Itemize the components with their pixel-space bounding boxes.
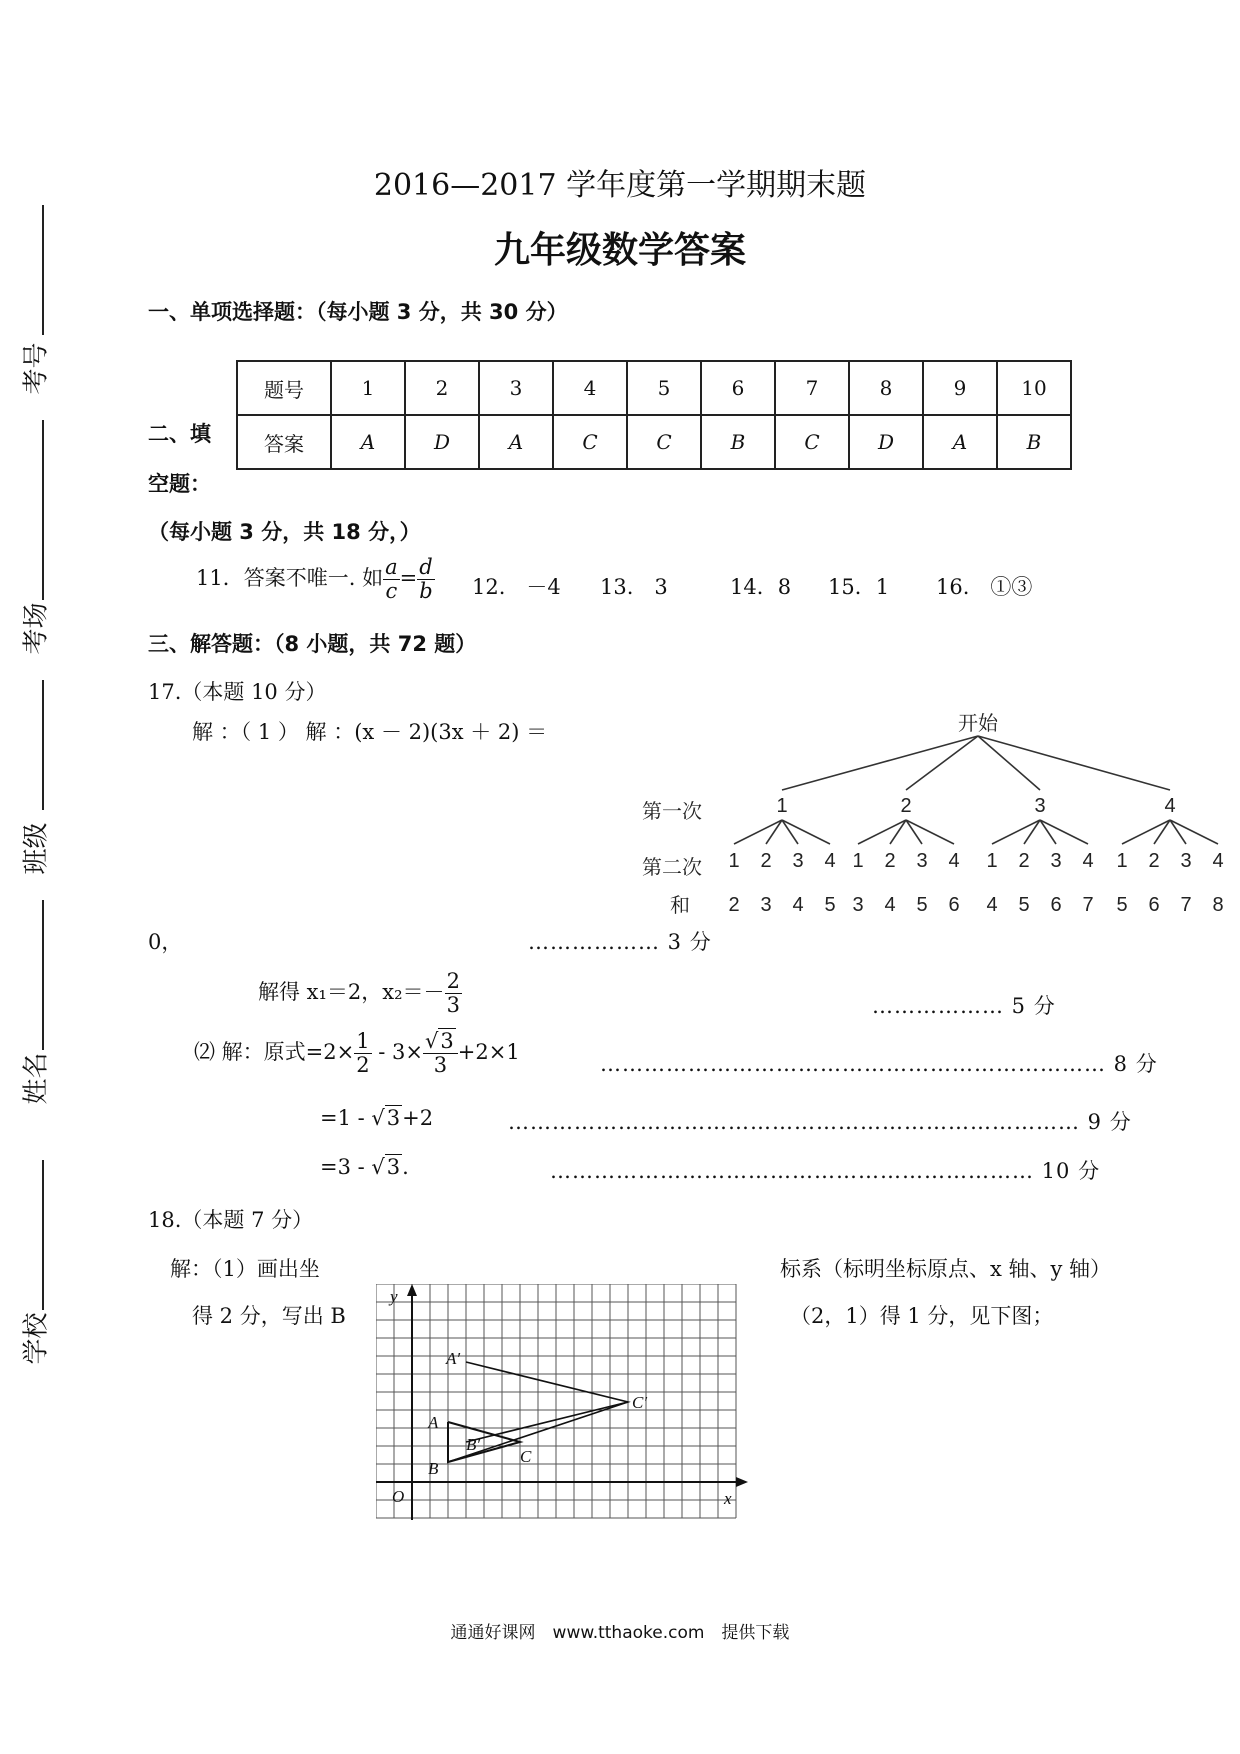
tree-second-node: 3	[1050, 850, 1062, 872]
section1-title: 一、单项选择题：（每小题 3 分，共 30 分）	[148, 300, 568, 324]
label-C2: C′	[632, 1393, 648, 1412]
tree-sum-node: 4	[884, 894, 896, 916]
q18-line2a: 得 2 分，写出 B	[192, 1304, 346, 1328]
tree-sum-node: 7	[1180, 894, 1192, 916]
q17-sol-prefix: 解得 x₁＝2，x₂＝－	[258, 980, 445, 1005]
tree-second-node: 3	[792, 850, 804, 872]
q17-part2	[194, 1030, 520, 1077]
q17-l3a: =3 -	[320, 1155, 372, 1179]
tree-text	[642, 712, 1224, 917]
tree-second-node: 1	[986, 850, 998, 872]
tree-start: 开始	[958, 713, 998, 735]
answer-table	[236, 360, 1072, 470]
side-line-3	[42, 680, 44, 810]
tree-sum-node: 6	[1050, 894, 1062, 916]
tree-sum-node: 6	[948, 894, 960, 916]
label-y: y	[390, 1287, 398, 1306]
label-B: B	[428, 1459, 439, 1478]
q17-line1: 解 ：（ 1 ） 解 ：(x － 2)(3x ＋ 2) ＝	[192, 720, 548, 744]
q17-l2-sqrt: 3	[386, 1106, 401, 1130]
table-cell: A	[331, 415, 405, 469]
tree-lines	[734, 736, 1218, 844]
q17-l2b: +2	[402, 1106, 434, 1130]
q18-line1b: 标系（标明坐标原点、x 轴、y 轴）	[780, 1257, 1112, 1281]
q11-a: a	[385, 555, 398, 579]
q12-answer: 12. －4	[472, 575, 561, 599]
tree-second-node: 4	[824, 850, 836, 872]
tree-second-node: 3	[1180, 850, 1192, 872]
tree-first-node: 2	[900, 795, 912, 817]
table-cell: A	[479, 415, 553, 469]
tree-first-node: 1	[776, 795, 788, 817]
table-cell: 3	[479, 361, 553, 415]
q18-line2b: （2，1）得 1 分，见下图；	[790, 1304, 1054, 1328]
q17-score-10: ………………………………………………………… 10 分	[550, 1159, 1101, 1183]
table-cell: B	[701, 415, 775, 469]
table-cell: D	[405, 415, 479, 469]
q17-p2-f1d: 2	[356, 1053, 370, 1078]
q17-score-8: …………………………………………………………… 8 分	[600, 1052, 1158, 1076]
tree-second-node: 4	[1212, 850, 1224, 872]
tree-second-node: 1	[1116, 850, 1128, 872]
table-cell: 10	[997, 361, 1071, 415]
q11-frac-db	[417, 556, 434, 603]
tree-second-node: 2	[760, 850, 772, 872]
table-cell: 8	[849, 361, 923, 415]
q17-p2-f2d: 3	[433, 1053, 448, 1078]
q11-c: c	[385, 579, 398, 604]
section2-title-b: 空题：	[148, 472, 211, 496]
label-x: x	[724, 1489, 732, 1508]
x-axis-arrow	[736, 1477, 748, 1487]
q17-line-3: =3 - √3.	[320, 1155, 409, 1179]
tree-first-node: 4	[1164, 795, 1176, 817]
probability-tree	[630, 712, 1230, 922]
q17-sol-d: 3	[446, 993, 460, 1018]
label-B2: B′	[466, 1435, 481, 1454]
page-subtitle: 九年级数学答案	[493, 230, 746, 271]
segment-b2-c2	[466, 1402, 628, 1442]
label-A: A	[428, 1413, 439, 1432]
side-line-2	[42, 420, 44, 600]
side-label-xuexiao: 学校	[21, 1312, 52, 1365]
label-C: C	[520, 1447, 532, 1466]
tree-first-node: 3	[1034, 795, 1046, 817]
table-cell: 6	[701, 361, 775, 415]
table-cell: 7	[775, 361, 849, 415]
q17-p2-mid: - 3×	[371, 1040, 424, 1065]
q17-p2-prefix: ⑵ 解：原式=2×	[194, 1040, 355, 1065]
tree-branch	[978, 736, 1170, 790]
q17-score-5: ……………… 5 分	[872, 994, 1056, 1018]
side-label-banji: 班级	[21, 822, 52, 875]
q17-score-3: ……………… 3 分	[528, 930, 712, 954]
table-cell: 9	[923, 361, 997, 415]
tree-second-node: 2	[1018, 850, 1030, 872]
q17-p2-frac2	[423, 1030, 458, 1077]
y-axis-arrow	[407, 1284, 417, 1296]
side-label-kaochang: 考场	[21, 602, 52, 655]
table-row-answers	[237, 415, 1071, 469]
q17-p2-f1n: 1	[356, 1029, 370, 1053]
q11-d: d	[419, 555, 433, 579]
section2-title-a: 二、填	[148, 422, 211, 446]
tree-second-node: 4	[1082, 850, 1094, 872]
side-label-kaohao: 考号	[21, 342, 52, 395]
q11-eq: =	[399, 566, 418, 591]
q17-p2-sqrt: 3	[440, 1029, 454, 1053]
q13-answer: 13. 3	[600, 575, 668, 599]
tree-second-node: 2	[1148, 850, 1160, 872]
tree-sum-node: 7	[1082, 894, 1094, 916]
q16-answer: 16. ①③	[936, 575, 1033, 599]
table-cell: C	[775, 415, 849, 469]
table-head-num: 题号	[237, 361, 331, 415]
q17-l3-sqrt: 3	[386, 1155, 401, 1179]
side-line-4	[42, 900, 44, 1050]
tree-sum-node: 3	[852, 894, 864, 916]
table-cell: A	[923, 415, 997, 469]
tree-second-node: 2	[884, 850, 896, 872]
label-A2: A′	[446, 1349, 461, 1368]
q17-p2-f2n: √3	[423, 1030, 458, 1054]
q11-frac-ac	[383, 556, 400, 603]
tree-branch	[906, 736, 978, 790]
q17-zero: 0，	[148, 930, 183, 954]
section3-title: 三、解答题：（8 小题，共 72 题）	[148, 632, 477, 656]
tree-row1-label: 第一次	[642, 801, 702, 823]
q17-sol-n: 2	[446, 969, 460, 993]
tree-branch	[782, 736, 978, 790]
table-cell: B	[997, 415, 1071, 469]
q17-l3b: .	[402, 1155, 409, 1179]
tree-sum-node: 3	[760, 894, 772, 916]
tree-sum-node: 4	[986, 894, 998, 916]
table-cell: D	[849, 415, 923, 469]
table-cell: 1	[331, 361, 405, 415]
side-label-xingming: 姓名	[21, 1052, 52, 1105]
tree-second-node: 4	[948, 850, 960, 872]
table-head-ans: 答案	[237, 415, 331, 469]
tree-sum-node: 4	[792, 894, 804, 916]
q11-prefix: 11．答案不唯一. 如	[196, 566, 384, 591]
tree-sum-node: 8	[1212, 894, 1224, 916]
tree-sum-node: 6	[1148, 894, 1160, 916]
q17-head: 17.（本题 10 分）	[148, 680, 327, 704]
side-line-5	[42, 1160, 44, 1310]
q18-line1a: 解：（1）画出坐	[170, 1257, 320, 1281]
q17-p2-frac1	[354, 1030, 371, 1077]
label-origin: O	[392, 1487, 405, 1506]
tree-sum-node: 5	[824, 894, 836, 916]
table-cell: 2	[405, 361, 479, 415]
q17-line-2: =1 - √3+2	[320, 1106, 434, 1130]
tree-second-node: 1	[728, 850, 740, 872]
tree-second-node: 3	[916, 850, 928, 872]
q17-l2a: =1 -	[320, 1106, 372, 1130]
table-cell: 5	[627, 361, 701, 415]
tree-sum-node: 5	[1018, 894, 1030, 916]
q17-score-9: …………………………………………………………………… 9 分	[508, 1110, 1132, 1134]
q11-b: b	[419, 579, 433, 604]
q17-sol-frac	[445, 970, 462, 1017]
tree-row2-label: 第二次	[642, 857, 702, 879]
tree-second-node: 1	[852, 850, 864, 872]
q11-answer	[196, 556, 435, 603]
table-cell: 4	[553, 361, 627, 415]
table-cell: C	[553, 415, 627, 469]
page-title: 2016—2017 学年度第一学期期末题	[373, 168, 867, 203]
q14-answer: 14．8	[730, 575, 792, 599]
tree-sum-node: 5	[1116, 894, 1128, 916]
q17-p2-end: +2×1	[457, 1040, 520, 1065]
q18-head: 18.（本题 7 分）	[148, 1208, 314, 1232]
coordinate-grid	[376, 1284, 748, 1524]
table-row-numbers	[237, 361, 1071, 415]
table-cell: C	[627, 415, 701, 469]
q17-solution	[258, 970, 462, 1017]
footer: 通通好课网 www.tthaoke.com 提供下载	[450, 1623, 790, 1643]
tree-sum-node: 5	[916, 894, 928, 916]
section2-score: （每小题 3 分，共 18 分，）	[148, 520, 421, 544]
q15-answer: 15．1	[828, 575, 890, 599]
tree-sum-node: 2	[728, 894, 740, 916]
tree-row3-label: 和	[670, 895, 690, 917]
